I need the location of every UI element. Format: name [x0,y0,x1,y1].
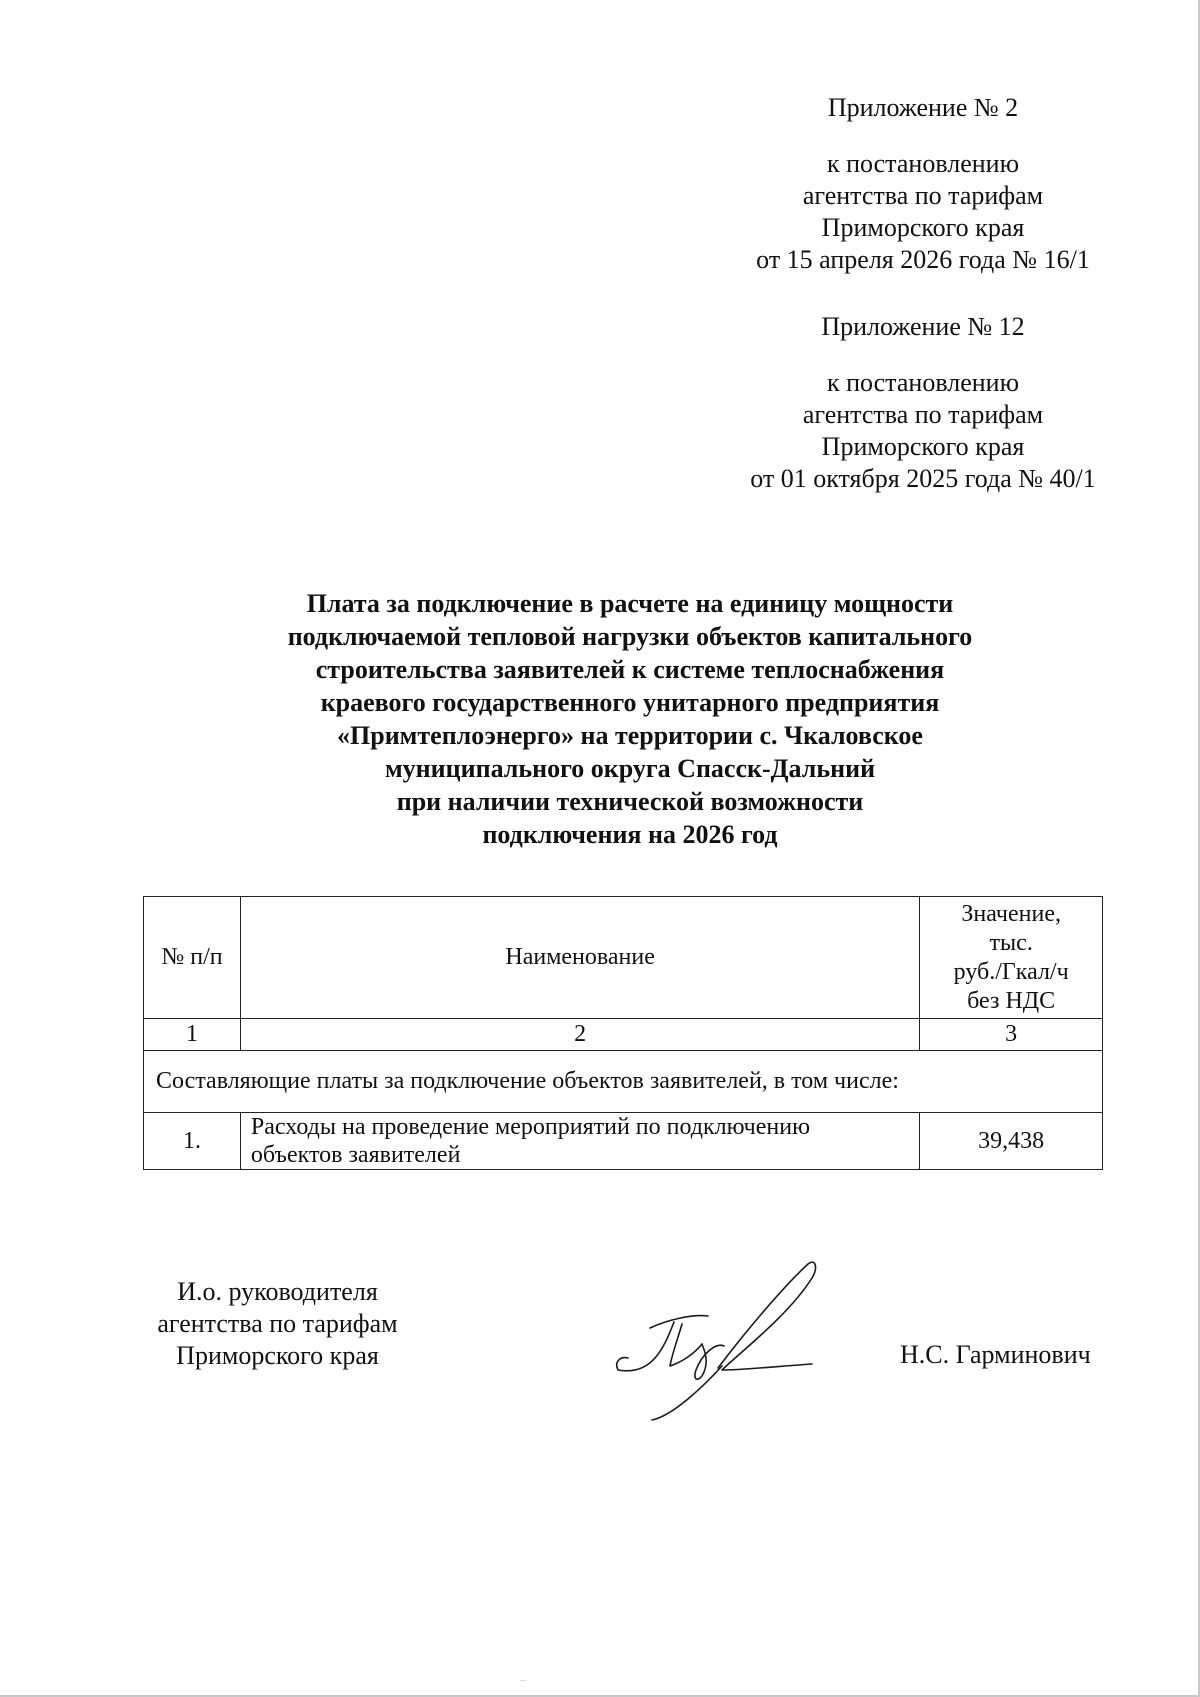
row-name [240,1113,919,1170]
index-cell: 3 [920,1019,1103,1051]
header-value-line: Значение, [961,900,1061,927]
title-line: «Примтеплоэнерго» на территории с. Чкаловское [337,721,923,750]
table-section-row [144,1051,1103,1113]
position-line: И.о. руководителя [177,1277,378,1306]
row-name-line: Расходы на проведение мероприятий по подключению [250,1114,810,1140]
index-cell: 2 [240,1019,919,1051]
index-cell: 1 [144,1019,241,1051]
title-line: краевого государственного унитарного предприятия [320,688,940,717]
document-title [200,587,1060,851]
position-line: агентства по тарифам [157,1309,398,1338]
annex-line: агентства по тарифам [802,181,1044,210]
annex-12-block [713,311,1133,495]
annex-line: Приморского края [821,432,1025,461]
header-value [920,897,1103,1019]
annex-line: от 15 апреля 2026 года № 16/1 [756,245,1090,274]
page-mark [520,1680,526,1681]
header-value-line: тыс. [989,929,1033,956]
table-header-row [144,897,1103,1019]
annex-line: от 01 октября 2025 года № 40/1 [750,464,1096,493]
row-value: 39,438 [920,1113,1103,1170]
title-line: строительства заявителей к системе теплоснабжения [315,655,945,684]
annex-line: к постановлению [826,149,1020,178]
annex-line: агентства по тарифам [802,400,1044,429]
header-value-line: руб./Гкал/ч [953,958,1069,985]
signatory-position [130,1276,425,1372]
row-name-line: объектов заявителей [250,1142,461,1168]
signatory-name: Н.С. Гарминович [900,1340,1091,1369]
annex-line: Приморского края [821,213,1025,242]
annex-2-block [713,92,1133,276]
title-line: подключаемой тепловой нагрузки объектов капитального [287,622,973,651]
table-index-row [144,1019,1103,1051]
tariff-table [143,896,1103,1170]
title-line: подключения на 2026 год [482,820,778,849]
section-label: Составляющие платы за подключение объектов заявителей, в том числе: [144,1051,1103,1113]
title-line: муниципального округа Спасск-Дальний [384,754,876,783]
handwritten-signature [612,1258,822,1423]
table-row [144,1113,1103,1170]
annex-line: к постановлению [826,368,1020,397]
header-name: Наименование [240,897,919,1019]
title-line: при наличии технической возможности [396,787,864,816]
header-value-line: без НДС [967,987,1056,1014]
row-num: 1. [144,1113,241,1170]
annex-heading: Приложение № 2 [827,93,1019,122]
header-num: № п/п [144,897,241,1019]
annex-heading: Приложение № 12 [821,312,1025,341]
position-line: Приморского края [176,1341,379,1370]
title-line: Плата за подключение в расчете на единицу мощности [306,589,954,618]
